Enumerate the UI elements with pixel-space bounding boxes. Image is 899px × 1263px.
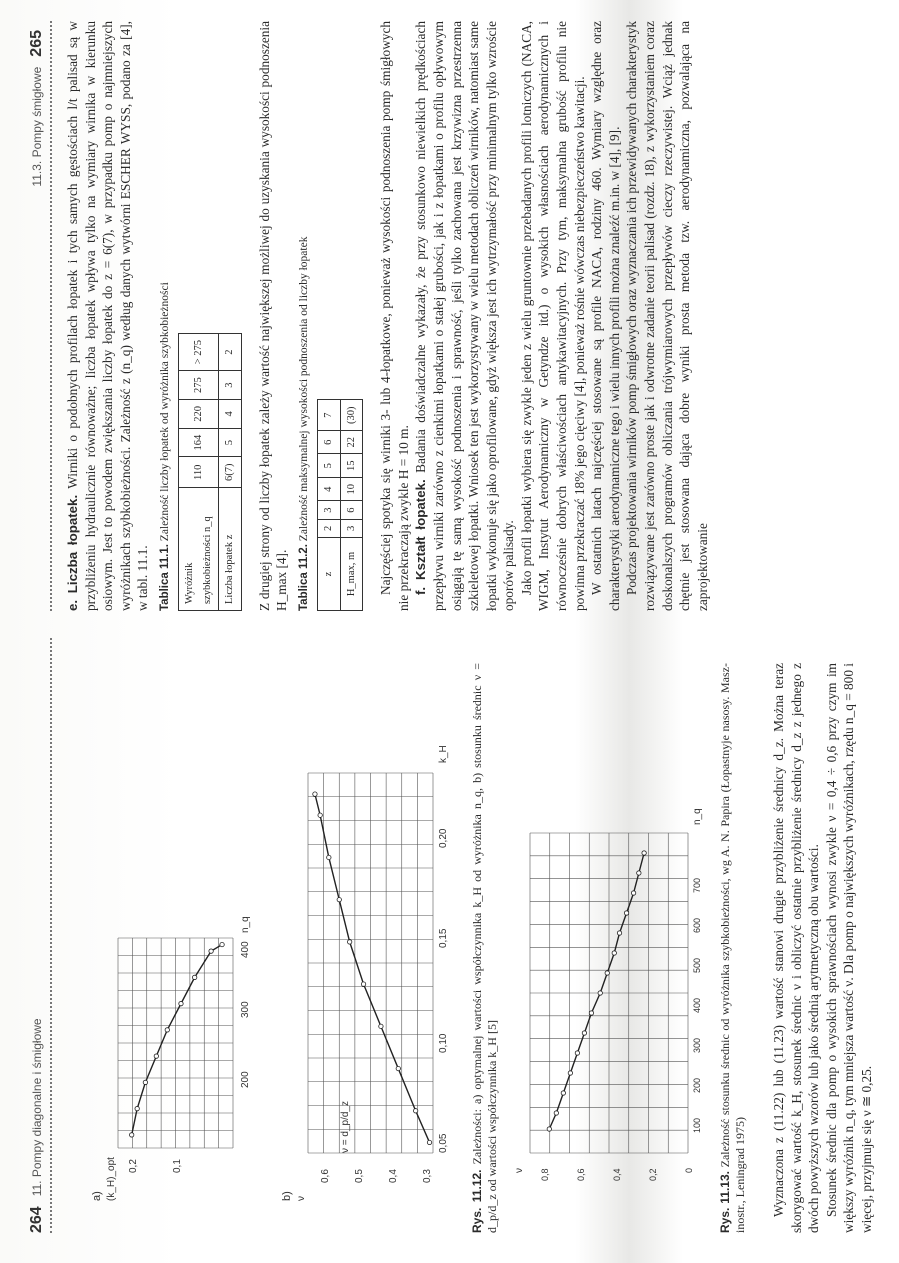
table-11-2-cell: 3	[340, 519, 363, 537]
panel-a-ytick-01: 0,1	[172, 1159, 183, 1173]
fig-11-13-ytick-0: 0	[684, 1167, 694, 1173]
table-11-2	[317, 400, 363, 612]
fig-11-12b	[278, 723, 468, 1203]
data-point	[598, 991, 602, 995]
fig-11-13-xtick-300: 300	[692, 1037, 702, 1053]
table-11-2-header-z: z	[317, 538, 340, 611]
table-11-1	[178, 333, 242, 611]
table-11-1-cell: 110	[178, 457, 218, 488]
left-body	[770, 663, 876, 1233]
data-point	[179, 1001, 183, 1005]
panel-b-xtick-005: 0,05	[438, 1133, 449, 1153]
data-point	[220, 942, 224, 946]
fig-11-13-ytick-02: 0,2	[648, 1168, 658, 1181]
left-page	[0, 631, 899, 1263]
data-point	[554, 1111, 558, 1115]
fig-11-13-caption	[718, 663, 748, 1233]
panel-b-xlabel: k_H	[438, 745, 449, 763]
left-paragraph-1: Wyznaczona z (11.22) lub (11.23) wartość stanowi drugie przybliżenie średnicy d_z. Można teraz skorygować wartość k_H, stosunek średnic ν i obliczyć ostatnie przybliżenie średnicy d_z z jednego z dwóch powyższych wzorów lub jako średnią arytmetyczną obu wartości.	[771, 663, 822, 1233]
data-point	[192, 975, 196, 979]
table-11-2-title: Zależność maksymalnej wysokości podnoszenia od liczby łopatek	[297, 236, 310, 542]
data-point	[135, 1106, 139, 1110]
section-e-title: e. Liczba łopatek.	[65, 494, 80, 611]
table-11-2-cell: 2	[317, 519, 340, 537]
right-page	[0, 0, 899, 631]
data-point	[547, 1127, 551, 1131]
panel-b-grid	[308, 773, 433, 1153]
panel-b-ylabel: ν	[296, 1196, 307, 1201]
fig-11-13-ylabel: ν	[514, 1168, 525, 1173]
data-point	[605, 971, 609, 975]
fig-11-13-xtick-500: 500	[692, 957, 702, 973]
table-11-2-cell: 7	[317, 400, 340, 431]
panel-b-ytick-06: 0,6	[320, 1169, 331, 1183]
fig-11-13-xtick-200: 200	[692, 1077, 702, 1093]
table-11-2-row-hmax	[340, 400, 363, 611]
data-point	[589, 1011, 593, 1015]
after-table-paragraph: Najczęściej spotyka się wirniki 3- lub 4-łopatkowe, ponieważ wysokości podnoszenia pomp śmigłowych nie przekraczają zwykle H = 10 m.	[378, 21, 411, 611]
data-point	[337, 897, 341, 901]
table-11-2-cell: 5	[317, 454, 340, 478]
fig-11-13-ytick-04: 0,4	[612, 1168, 622, 1181]
fig-11-13-grid	[530, 833, 688, 1153]
right-header-rule	[50, 21, 52, 611]
table-11-1-cell: 3	[219, 371, 242, 400]
table-11-1-row-z	[219, 333, 242, 610]
data-point	[396, 1066, 400, 1070]
naca-paragraph: W ostatnich latach najczęściej stosowane są profile NACA, rodziny 460. Wymiary względne oraz charakterystyki aerodynamiczne tego i wielu innych profili można znaleźć m.in. w [4], [9].	[589, 21, 622, 611]
table-11-2-header-hmax: H_max, m	[340, 538, 363, 611]
left-page-number: 264	[28, 1206, 45, 1233]
data-point	[624, 911, 628, 915]
table-11-2-cell: 22	[340, 431, 363, 455]
panel-b-xtick-015: 0,15	[438, 928, 449, 948]
fig-11-12a	[88, 903, 278, 1203]
table-11-1-cell: 6(7)	[219, 457, 242, 488]
design-paragraph: Podczas projektowania wirników pomp śmigłowych oraz wyznaczania ich przewidywanych charakterystyk rozwiązywane jest zarówno proste jak i odwrotne zadanie teorii palisad (rozdz. 18), z wykorzystaniem coraz doskonalszych programów obliczania trójwymiarowych przepływów cieczy rzeczywistej. Wciąż jednak chętnie jest stosowana dająca dobre wyniki prosta metoda tzw. aerodynamiczna, pozwalająca na zaprojektowanie	[624, 21, 710, 611]
fig-11-13-caption-label: Rys. 11.13.	[718, 1171, 732, 1233]
left-running-header: 11. Pompy diagonalne i śmigłowe	[30, 1018, 44, 1197]
data-point	[313, 792, 317, 796]
table-11-1-cell: > 275	[178, 333, 218, 370]
data-point	[427, 1140, 431, 1144]
panel-b-label: b)	[281, 1191, 293, 1201]
panel-b-xtick-020: 0,20	[438, 828, 449, 848]
section-e	[64, 21, 152, 611]
fig-11-13-xlabel: n_q	[692, 808, 703, 825]
panel-b-ytick-05: 0,5	[354, 1169, 365, 1183]
panel-a-xtick-300: 300	[240, 1001, 251, 1018]
panel-b-ytick-03: 0,3	[422, 1169, 433, 1183]
section-e-text: Wirniki o podobnych profilach łopatek i tych samych gęstościach l/t palisad są w przybliżeniu hydraulicznie równoważne; liczba łopatek wpływa tylko na wymiary wirnika w kierunku osiowym. Jest to powodem zwiększania liczby łopatek do z = 6(7), w przypadku pomp o najmniejszych wyróżnikach szybkobieżności. Zależność z (n_q) według danych wytwórni ESCHER WYSS, podano za [4], w tabl. 11.1.	[65, 21, 151, 611]
data-point	[129, 1133, 133, 1137]
fig-11-13	[510, 803, 710, 1203]
table-11-2-cell: (30)	[340, 400, 363, 431]
data-point	[347, 940, 351, 944]
table-11-1-cell: 5	[219, 428, 242, 457]
panel-b-xtick-010: 0,10	[438, 1033, 449, 1053]
data-point	[327, 855, 331, 859]
data-point	[413, 1109, 417, 1113]
table-11-1-cell: 4	[219, 400, 242, 429]
fig-11-12-caption-text: Zależności: a) optymalnej wartości współczynnika k_H od wyróżnika n_q, b) stosunku średnic ν = d_p/d_z od wartości współczynnika k_H [5]	[470, 663, 499, 1233]
data-point	[642, 851, 646, 855]
fig-11-13-ytick-08: 0,8	[540, 1168, 550, 1181]
table-11-2-cell: 6	[317, 431, 340, 455]
panel-a-xtick-200: 200	[240, 1071, 251, 1088]
data-point	[575, 1051, 579, 1055]
table-11-1-cell: 275	[178, 371, 218, 400]
data-point	[582, 1031, 586, 1035]
table-11-2-cell: 3	[317, 501, 340, 519]
panel-a-ylabel: (k_H)_opt	[106, 1157, 117, 1201]
panel-b-curve	[315, 794, 430, 1142]
table-11-2-label: Tablica 11.2.	[297, 544, 310, 611]
data-point	[361, 982, 365, 986]
profile-paragraph: Jako profil łopatki wybiera się zwykle jeden z wielu gruntownie przebadanych profili lotniczych (NACA, WIGM, Instytut Aerodynamiczny w Getyndze itd.) o wysokich własnościach aerodynamicznych i równocześnie dobrych właściwościach antykawitacyjnych. Przy tym, maksymalna grubość profilu nie powinna przekraczać 18% jego cięciwy [4], ponieważ rośnie wówczas niebezpieczeństwo kawitacji.	[518, 21, 587, 611]
panel-a-ytick-02: 0,2	[128, 1159, 139, 1173]
data-point	[318, 813, 322, 817]
section-f	[412, 21, 518, 611]
table-11-2-row-z	[317, 400, 340, 611]
table-11-1-caption	[158, 21, 172, 611]
table-11-1-title: Zależność liczby łopatek od wyróżnika szybkobieżności	[158, 282, 171, 542]
section-f-title: f. Kształt łopatek.	[413, 479, 429, 595]
fig-11-13-xtick-400: 400	[692, 997, 702, 1013]
table-11-1-cell: 164	[178, 428, 218, 457]
table-11-1-header-nq: Wyróżnik szybkobieżności n_q	[178, 488, 218, 611]
data-point	[617, 931, 621, 935]
fig-11-13-xtick-600: 600	[692, 917, 702, 933]
data-point	[165, 1028, 169, 1032]
data-point	[568, 1071, 572, 1075]
mid-paragraph: Z drugiej strony od liczby łopatek zależy wartość największej możliwej do uzyskania wysokości podnoszenia H_max [4].	[256, 21, 290, 611]
fig-11-12-caption-label: Rys. 11.12.	[470, 1169, 484, 1233]
data-point	[637, 871, 641, 875]
right-header	[28, 30, 46, 187]
panel-b-annotation: ν = d_p/d_z	[340, 1101, 351, 1153]
right-running-header: 11.3. Pompy śmigłowe	[30, 66, 44, 187]
table-11-2-caption	[297, 21, 311, 611]
table-11-1-row-nq	[178, 333, 218, 610]
data-point	[379, 1024, 383, 1028]
table-11-2-cell: 15	[340, 454, 363, 478]
table-11-2-cell: 6	[340, 501, 363, 519]
data-point	[143, 1080, 147, 1084]
panel-a-label: a)	[91, 1191, 103, 1201]
panel-a-xtick-400: 400	[240, 941, 251, 958]
table-11-1-cell: 2	[219, 333, 242, 370]
fig-11-13-caption-text: Zależność stosunku średnic od wyróżnika szybkobieżności, wg A. N. Papira (Łopastnyje nasosy. Maszinostr., Leningrad 1975)	[718, 663, 747, 1233]
data-point	[561, 1091, 565, 1095]
table-11-2-cell: 10	[340, 478, 363, 502]
data-point	[612, 951, 616, 955]
fig-11-13-ytick-06: 0,6	[576, 1168, 586, 1181]
left-header-rule	[50, 638, 52, 1233]
data-point	[631, 891, 635, 895]
data-point	[209, 949, 213, 953]
fig-11-13-xtick-100: 100	[692, 1117, 702, 1133]
panel-a-xlabel: n_q	[240, 916, 251, 933]
fig-11-13-curve	[549, 853, 644, 1129]
left-paragraph-2: Stosunek średnic dla pomp o wysokich sprawnościach wynosi zwykle ν = 0,4 ÷ 0,6 przy czym im większy wyróżnik n_q, tym mniejsza wartość ν. Dla pomp o największych wyróżnikach, rzędu n_q = 800 i więcej, przyjmuje się ν ≅ 0,25.	[823, 663, 874, 1233]
right-body	[64, 21, 711, 611]
data-point	[154, 1054, 158, 1058]
left-header	[28, 1018, 46, 1233]
table-11-2-cell: 4	[317, 478, 340, 502]
right-page-number: 265	[28, 30, 45, 57]
fig-11-13-xtick-700: 700	[692, 877, 702, 893]
section-f-text: Badania doświadczalne wykazały, że przy stosunkowo niewielkich prędkościach przepływu wirniki zarówno z cienkimi łopatkami o stałej grubości, jak i z łopatkami o profilu opływowym osiągają tę samą wysokość podnoszenia i sprawność, jeśli tylko zachowana jest krzywizna przestrzenna szkieletowej łopatki. Wniosek ten jest wykorzystywany w wielu metodach obliczeń wirników, natomiast same łopatki wykonuje się jako oprofilowane, gdyż większa jest ich wytrzymałość przy minimalnym tylko wzroście oporów palisady.	[413, 20, 517, 611]
table-11-1-cell: 220	[178, 400, 218, 429]
table-11-1-label: Tablica 11.1.	[158, 544, 171, 611]
table-11-1-header-z: Liczba łopatek z	[219, 488, 242, 611]
panel-b-ytick-04: 0,4	[388, 1169, 399, 1183]
fig-11-12-caption	[470, 663, 500, 1233]
